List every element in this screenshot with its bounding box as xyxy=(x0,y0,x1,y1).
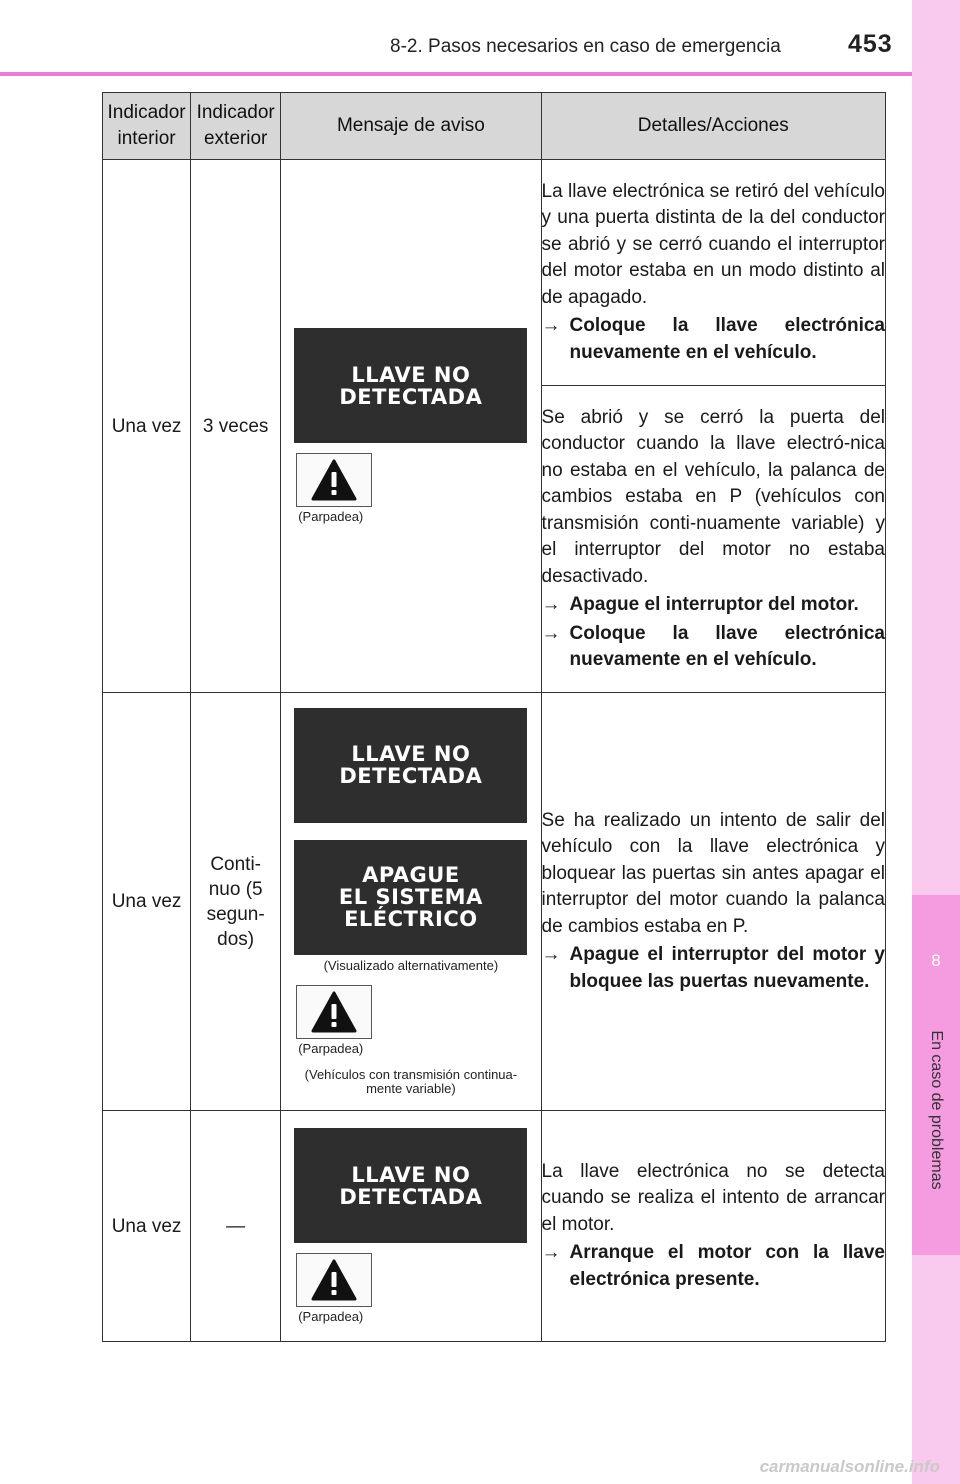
details-text: La llave electrónica no se detecta cuando se realiza el intento de arrancar el motor. xyxy=(541,1160,885,1235)
arrow-icon: → xyxy=(541,315,561,337)
message-cell xyxy=(281,693,541,1111)
display-screen xyxy=(294,840,527,955)
interior-indicator: Una vez xyxy=(103,693,191,1111)
header-message: Mensaje de aviso xyxy=(281,93,541,160)
action-text: Apague el interruptor del motor. xyxy=(569,594,859,615)
cvt-caption: (Vehículos con transmisión continua- mente variable) xyxy=(304,1066,518,1096)
chapter-number: 8 xyxy=(931,951,941,970)
details-text: Se ha realizado un intento de salir del vehículo con la llave electrónica y bloquear las puertas sin antes apagar el interruptor del motor cuando la palanca de cambios estaba en P. xyxy=(541,809,885,937)
warning-triangle-icon xyxy=(296,985,372,1039)
action-item xyxy=(542,942,885,995)
header-exterior: Indicador exterior xyxy=(191,93,281,160)
header-interior: Indicador interior xyxy=(103,93,191,160)
details-text: Se abrió y se cerró la puerta del conductor cuando la llave electró-nica no estaba en el vehículo, la palanca de cambios estaba en P (vehículos con transmisión conti-nuamente variable) y el interruptor del motor no estaba desactivado. xyxy=(541,406,885,587)
details-cell xyxy=(541,693,885,1111)
arrow-icon: → xyxy=(541,594,561,615)
header-rule xyxy=(0,72,912,76)
page-number: 453 xyxy=(848,30,893,58)
blink-caption: (Parpadea) xyxy=(298,1309,364,1324)
action-text: Coloque la llave electrónica nuevamente en el vehículo. xyxy=(569,622,885,670)
details-cell xyxy=(541,160,885,386)
table-row xyxy=(103,160,886,386)
display-text: LLAVE NO DETECTADA xyxy=(339,742,483,788)
action-item xyxy=(542,592,885,619)
display-text: APAGUE EL SISTEMA ELÉCTRICO xyxy=(338,863,483,931)
watermark: carmanualsonline.info xyxy=(759,1457,940,1476)
action-item xyxy=(542,621,885,674)
exterior-indicator xyxy=(191,693,281,1111)
display-screen xyxy=(294,1128,527,1243)
display-text: LLAVE NO DETECTADA xyxy=(339,362,483,409)
action-text: Apague el interruptor del motor y bloquee las puertas nuevamente. xyxy=(569,944,885,992)
section-title: 8-2. Pasos necesarios en caso de emergencia xyxy=(390,36,781,57)
display-screen xyxy=(294,708,527,823)
warning-triangle-icon xyxy=(296,1253,372,1307)
display-text: LLAVE NO DETECTADA xyxy=(339,1162,483,1209)
interior-indicator: Una vez xyxy=(103,160,191,693)
table-header-row xyxy=(103,93,886,160)
arrow-icon: → xyxy=(541,944,561,966)
table-row xyxy=(103,693,886,1111)
action-item xyxy=(542,1240,885,1293)
action-text: Coloque la llave electrónica nuevamente en el vehículo. xyxy=(569,315,885,363)
blink-caption: (Parpadea) xyxy=(298,1040,364,1056)
alternate-caption: (Visualizado alternativamente) xyxy=(323,957,499,973)
display-screen xyxy=(294,328,527,443)
action-text: Arranque el motor con la llave electrónica presente. xyxy=(569,1242,885,1290)
header-details: Detalles/Acciones xyxy=(541,93,885,160)
exterior-indicator: — xyxy=(191,1111,281,1342)
interior-indicator: Una vez xyxy=(103,1111,191,1342)
message-cell xyxy=(281,1111,541,1342)
details-cell xyxy=(541,1111,885,1342)
chapter-side-tab xyxy=(912,0,960,1484)
warning-triangle-icon xyxy=(296,453,372,507)
chapter-label: En caso de problemas xyxy=(928,1030,945,1190)
arrow-icon: → xyxy=(541,622,561,644)
details-cell xyxy=(541,386,885,693)
arrow-icon: → xyxy=(541,1242,561,1264)
exterior-indicator: 3 veces xyxy=(191,160,281,693)
warning-message-table xyxy=(102,92,886,1342)
blink-caption: (Parpadea) xyxy=(298,509,364,524)
message-cell xyxy=(281,160,541,693)
details-text: La llave electrónica se retiró del vehículo y una puerta distinta de la del conductor se abrió y se cerró cuando el interruptor del motor estaba en un modo distinto al de apagado. xyxy=(541,180,885,308)
exterior-indicator-text: Conti- nuo (5 segun- dos) xyxy=(206,853,265,950)
action-item xyxy=(542,313,885,366)
table-row xyxy=(103,1111,886,1342)
